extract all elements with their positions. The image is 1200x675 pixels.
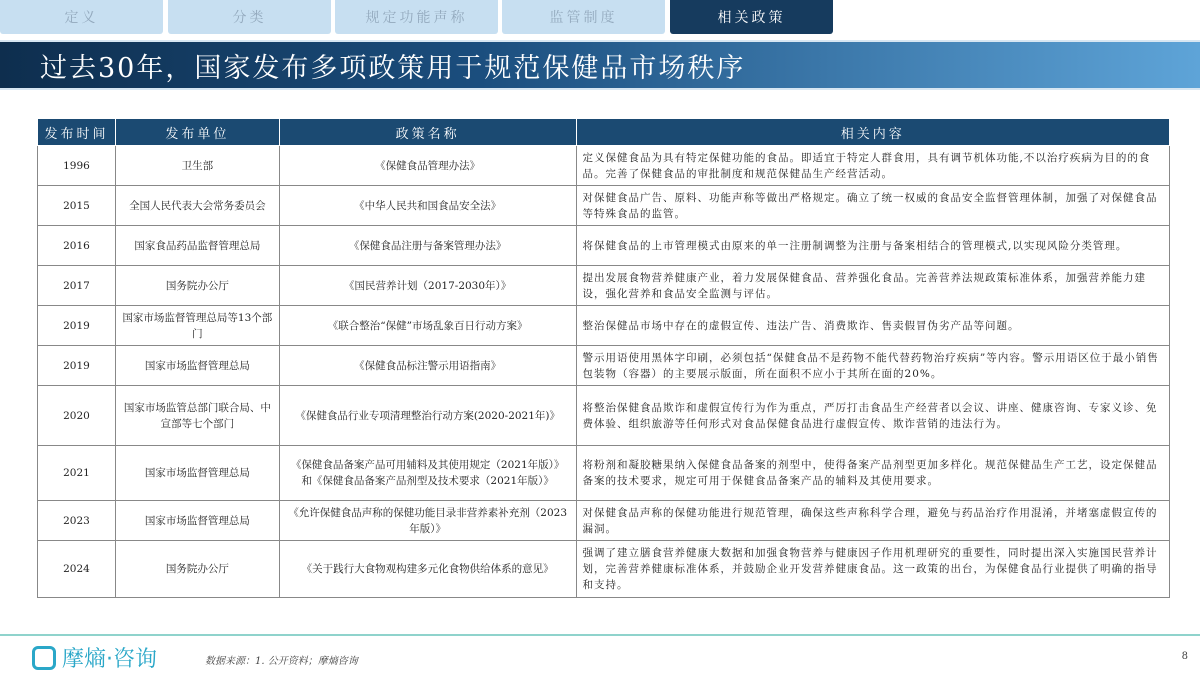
cell-issuer: 国家市场监管总部门联合局、中宣部等七个部门 (115, 386, 279, 446)
cell-content: 将粉剂和凝胶糖果纳入保健食品备案的剂型中，使得备案产品剂型更加多样化。规范保健品生产工艺，设定保健品备案的技术要求，规定可用于保健食品备案产品的辅料及其使用要求。 (576, 446, 1169, 501)
table-row (38, 541, 1170, 598)
cell-date: 2019 (38, 346, 116, 386)
table-row (38, 186, 1170, 226)
cell-policy-name: 《联合整治“保健”市场乱象百日行动方案》 (279, 306, 576, 346)
table-header-row (38, 119, 1170, 146)
cell-content: 对保健食品广告、原料、功能声称等做出严格规定。确立了统一权威的食品安全监督管理体制，加强了对保健食品等特殊食品的监管。 (576, 186, 1169, 226)
cell-date: 2020 (38, 386, 116, 446)
cell-issuer: 国务院办公厅 (115, 266, 279, 306)
data-source: 数据来源：1. 公开资料；摩熵咨询 (205, 656, 358, 667)
cell-content: 将保健食品的上市管理模式由原来的单一注册制调整为注册与备案相结合的管理模式,以实现风险分类管理。 (576, 226, 1169, 266)
tab-related-policies[interactable]: 相关政策 (670, 0, 833, 34)
table-row (38, 226, 1170, 266)
cell-content: 提出发展食物营养健康产业，着力发展保健食品、营养强化食品。完善营养法规政策标准体系，加强营养能力建设，强化营养和食品安全监测与评估。 (576, 266, 1169, 306)
policy-table (37, 118, 1170, 598)
logo-icon (32, 646, 56, 670)
table-row (38, 501, 1170, 541)
cell-policy-name: 《保健食品注册与备案管理办法》 (279, 226, 576, 266)
cell-date: 1996 (38, 146, 116, 186)
cell-date: 2015 (38, 186, 116, 226)
table-row (38, 346, 1170, 386)
cell-issuer: 国家市场监督管理总局 (115, 346, 279, 386)
cell-issuer: 全国人民代表大会常务委员会 (115, 186, 279, 226)
cell-content: 将整治保健食品欺诈和虚假宣传行为作为重点，严厉打击食品生产经营者以会议、讲座、健康咨询、专家义诊、免费体验、组织旅游等任何形式对食品保健食品进行虚假宣传、欺诈营销的违法行为。 (576, 386, 1169, 446)
table-row (38, 306, 1170, 346)
cell-policy-name: 《允许保健食品声称的保健功能目录非营养素补充剂（2023年版）》 (279, 501, 576, 541)
cell-date: 2017 (38, 266, 116, 306)
cell-content: 警示用语使用黑体字印刷，必须包括“保健食品不是药物不能代替药物治疗疾病”等内容。警示用语区位于最小销售包装物（容器）的主要展示版面，所在面积不应小于其所在面的20%。 (576, 346, 1169, 386)
cell-date: 2016 (38, 226, 116, 266)
tab-function-claims[interactable]: 规定功能声称 (335, 0, 498, 34)
tab-regulation[interactable]: 监管制度 (502, 0, 665, 34)
cell-date: 2024 (38, 541, 116, 598)
cell-policy-name: 《保健食品标注警示用语指南》 (279, 346, 576, 386)
cell-content: 整治保健品市场中存在的虚假宣传、违法广告、消费欺诈、售卖假冒伪劣产品等问题。 (576, 306, 1169, 346)
cell-policy-name: 《保健食品备案产品可用辅料及其使用规定（2021年版）》和《保健食品备案产品剂型及技术要求（2021年版）》 (279, 446, 576, 501)
tab-classification[interactable]: 分类 (168, 0, 331, 34)
cell-issuer: 国家食品药品监督管理总局 (115, 226, 279, 266)
section-tabs (0, 0, 840, 34)
cell-content: 对保健食品声称的保健功能进行规范管理，确保这些声称科学合理，避免与药品治疗作用混淆，并堵塞虚假宣传的漏洞。 (576, 501, 1169, 541)
cell-issuer: 国家市场监督管理总局等13个部门 (115, 306, 279, 346)
logo-text: 摩熵·咨询 (62, 647, 157, 672)
cell-policy-name: 《保健食品行业专项清理整治行动方案(2020-2021年)》 (279, 386, 576, 446)
header-date: 发布时间 (38, 119, 116, 146)
page-title: 过去30年，国家发布多项政策用于规范保健品市场秩序 (0, 40, 1200, 90)
table-row (38, 146, 1170, 186)
table-row (38, 386, 1170, 446)
header-content: 相关内容 (576, 119, 1169, 146)
table-row (38, 446, 1170, 501)
cell-date: 2021 (38, 446, 116, 501)
page-number: 8 (1181, 651, 1188, 662)
cell-policy-name: 《国民营养计划（2017-2030年）》 (279, 266, 576, 306)
cell-policy-name: 《关于践行大食物观构建多元化食物供给体系的意见》 (279, 541, 576, 598)
tab-definition[interactable]: 定义 (0, 0, 163, 34)
company-logo (32, 642, 157, 673)
cell-issuer: 国家市场监督管理总局 (115, 446, 279, 501)
cell-content: 定义保健食品为具有特定保健功能的食品。即适宜于特定人群食用，具有调节机体功能,不以治疗疾病为目的的食品。完善了保健食品的审批制度和规范保健品生产经营活动。 (576, 146, 1169, 186)
header-issuer: 发布单位 (115, 119, 279, 146)
cell-policy-name: 《中华人民共和国食品安全法》 (279, 186, 576, 226)
cell-issuer: 国务院办公厅 (115, 541, 279, 598)
cell-policy-name: 《保健食品管理办法》 (279, 146, 576, 186)
cell-date: 2023 (38, 501, 116, 541)
header-policy-name: 政策名称 (279, 119, 576, 146)
cell-date: 2019 (38, 306, 116, 346)
footer-divider (0, 634, 1200, 636)
table-row (38, 266, 1170, 306)
cell-issuer: 国家市场监督管理总局 (115, 501, 279, 541)
cell-issuer: 卫生部 (115, 146, 279, 186)
cell-content: 强调了建立膳食营养健康大数据和加强食物营养与健康因子作用机理研究的重要性，同时提出深入实施国民营养计划，完善营养健康标准体系，并鼓励企业开发营养健康食品。这一政策的出台，为保健食品行业提供了明确的指导和支持。 (576, 541, 1169, 598)
